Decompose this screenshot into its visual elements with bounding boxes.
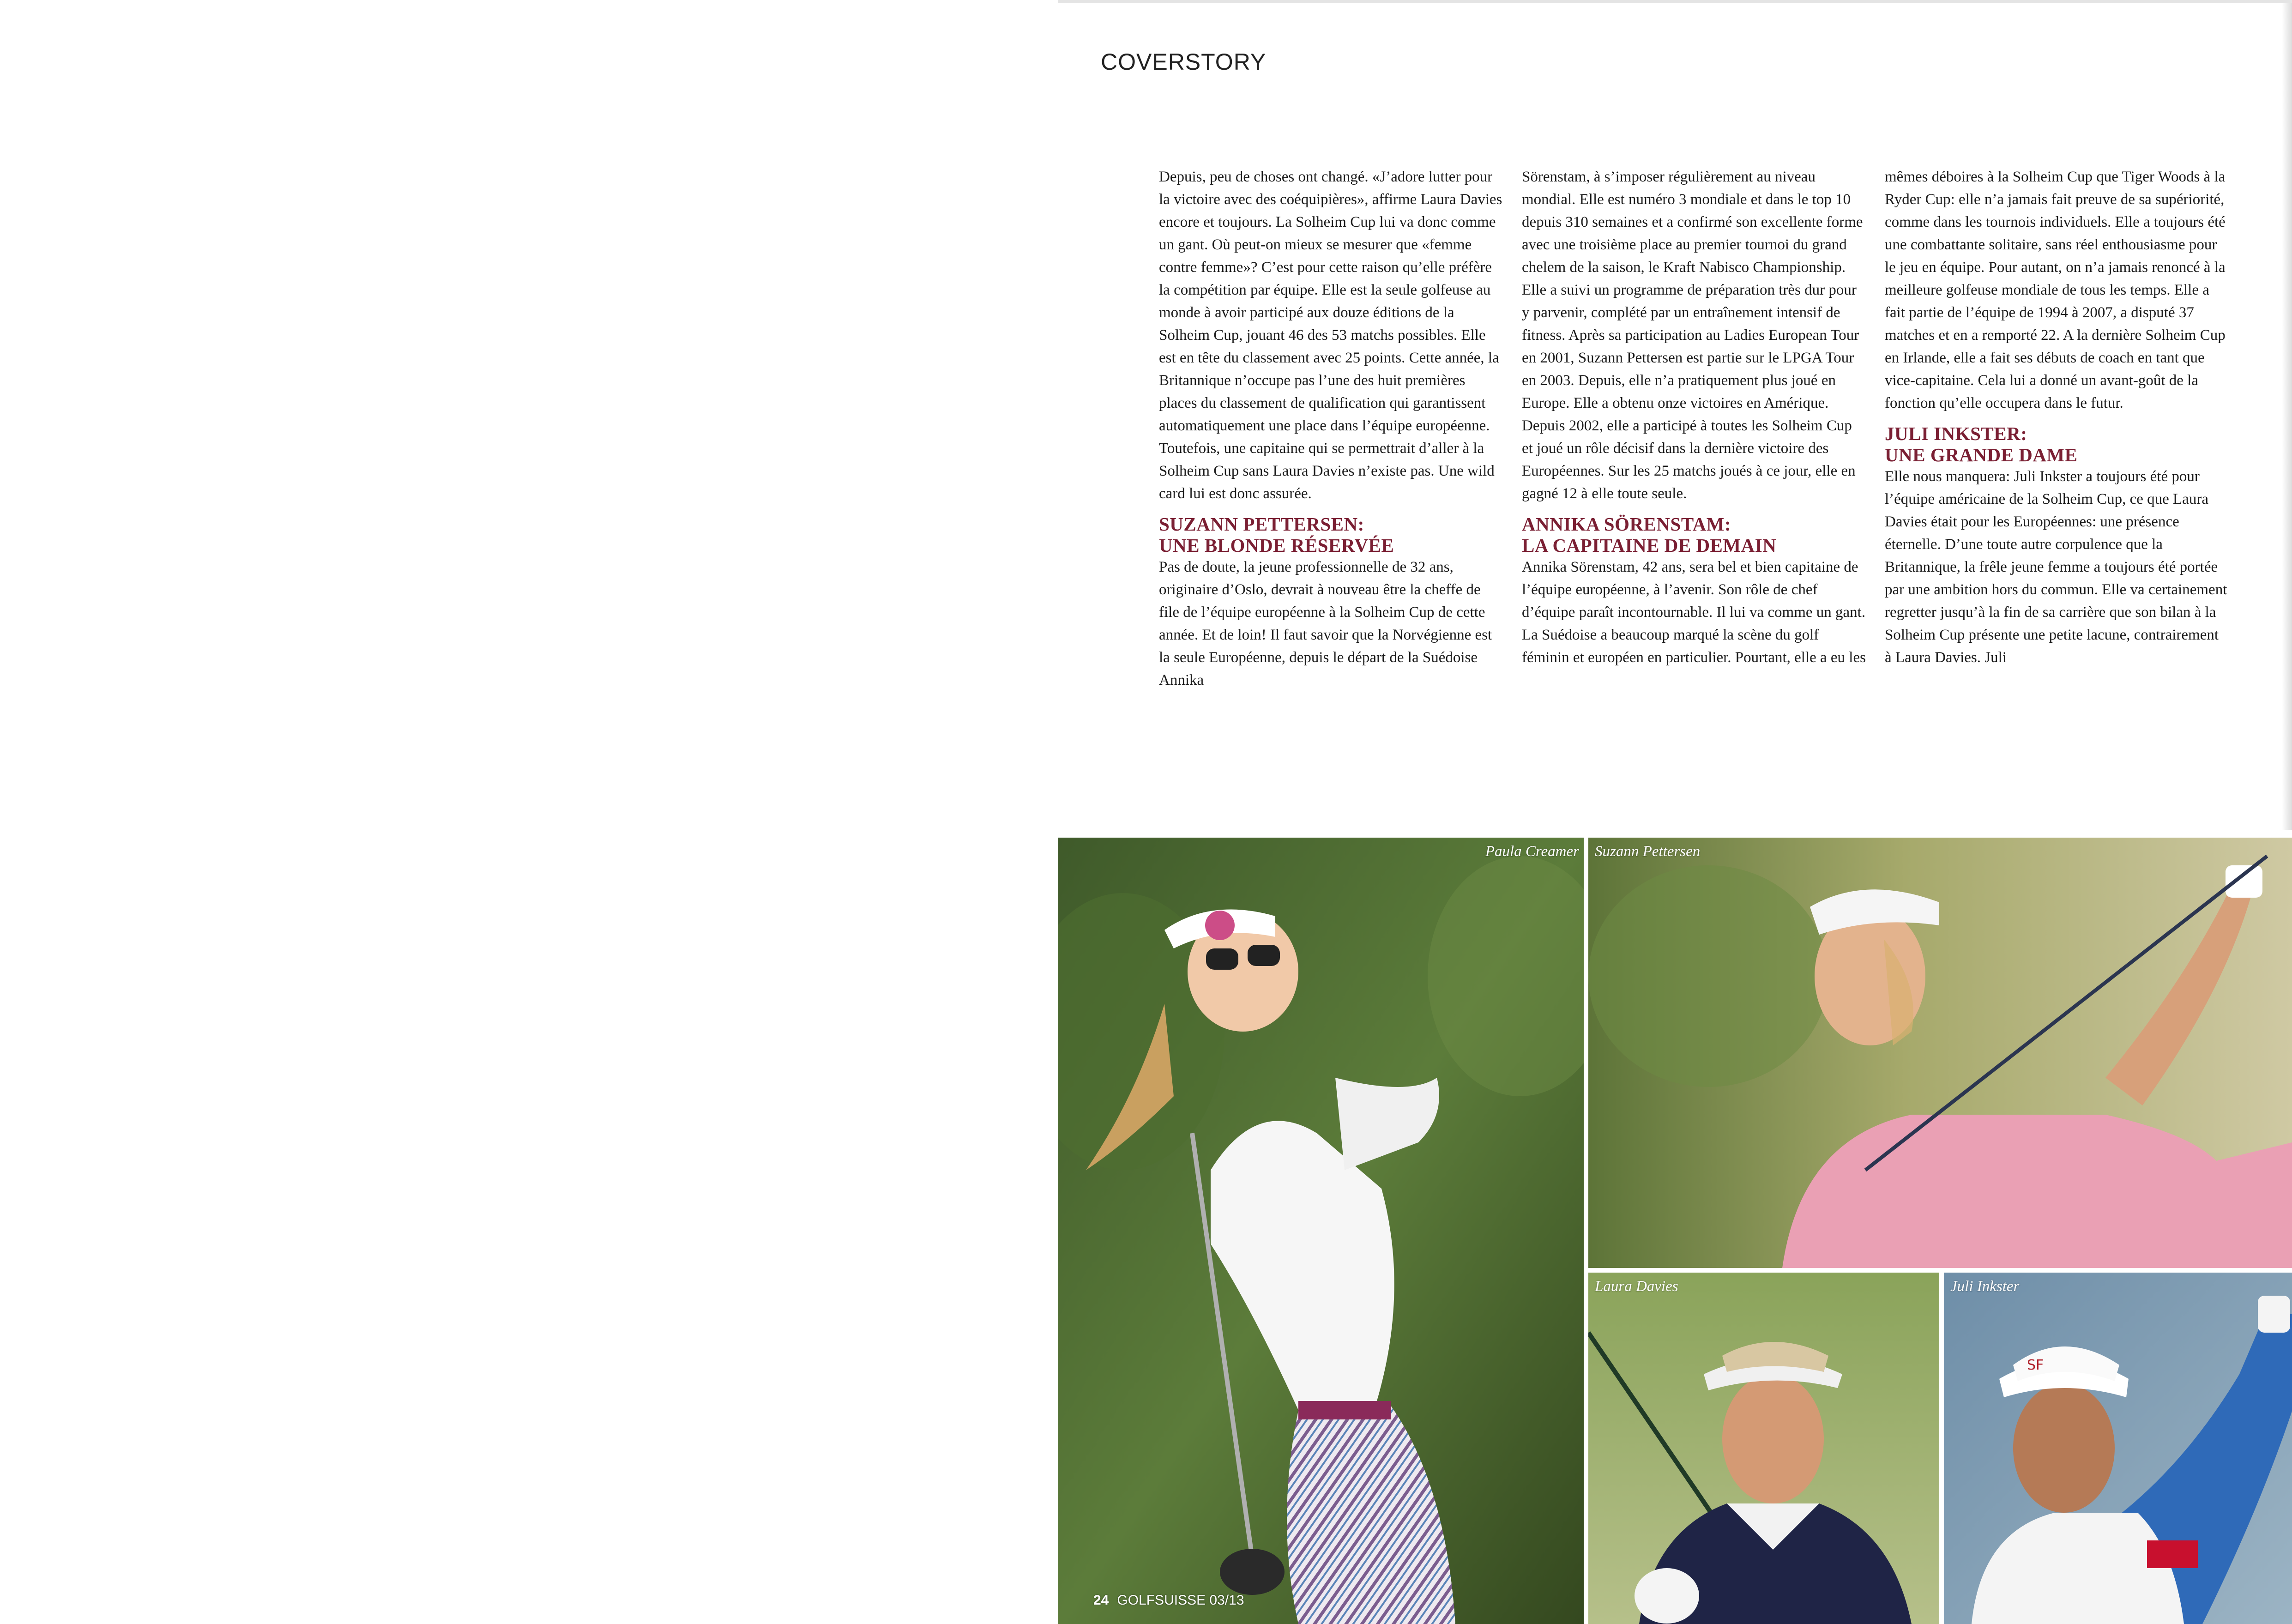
photo-juli-inkster bbox=[1944, 1273, 2292, 1624]
section-heading-line: SUZANN PETTERSEN: bbox=[1159, 513, 1364, 535]
article-paragraph: Annika Sörenstam, 42 ans, sera bel et bien capitaine de l’équipe européenne, à l’avenir. Son rôle de chef d’équipe paraît incontournable. Il lui va comme un gant. La Suédoise a beaucoup marqué la scène du golf féminin et européen en particulier. Pourtant, elle a eu les bbox=[1522, 559, 1866, 666]
article-paragraph: Sörenstam, à s’imposer régulièrement au niveau mondial. Elle est numéro 3 mondiale et dans le top 10 depuis 310 semaines et a confirmé son excellente forme avec une troisième place au premier tournoi du grand chelem de la saison, le Kraft Nabisco Championship. Elle a suivi un programme de préparation très dur pour y parvenir, complété par un entraînement intensif de fitness. Après sa participation au Ladies European Tour en 2001, Suzann Pettersen est partie sur le LPGA Tour en 2003. Depuis, elle n’a pratiquement plus joué en Europe. Elle a obtenu onze victoires en Amérique. Depuis 2002, elle a participé à toutes les Solheim Cup et joué un rôle décisif dans la dernière victoire des Européennes. Sur les 25 matchs joués à ce jour, elle en gagné 12 à elle toute seule. bbox=[1522, 169, 1863, 502]
article-paragraph: Depuis, peu de choses ont changé. «J’adore lutter pour la victoire avec des coéquipières», affirme Laura Davies encore et toujours. La Solheim Cup lui va donc comme un gant. Où peut-on mieux se mesurer que «femme contre femme»? C’est pour cette raison qu’elle préfère la compétition par équipe. Elle est la seule golfeuse au monde à avoir participé aux douze éditions de la Solheim Cup, jouant 46 des 53 matchs possibles. Elle est en tête du classement avec 25 points. Cette année, la Britannique n’occupe pas l’une des huit premières places du classement de qualification qui garantissent automatiquement une place dans l’équipe européenne. Toutefois, une capitaine qui se permettrait d’aller à la Solheim Cup sans Laura Davies n’existe pas. Une wild card lui est donc assurée. bbox=[1159, 169, 1502, 502]
section-heading-line: LA CAPITAINE DE DEMAIN bbox=[1522, 535, 1777, 556]
caption-laura-davies: Laura Davies bbox=[1595, 1278, 1678, 1295]
photo-paula-creamer bbox=[1058, 838, 1584, 1624]
section-heading bbox=[1885, 423, 2229, 465]
caption-suzann-pettersen: Suzann Pettersen bbox=[1595, 843, 1701, 860]
page-edge-shadow bbox=[2282, 3, 2292, 830]
caption-juli-inkster: Juli Inkster bbox=[1950, 1278, 2020, 1295]
section-heading bbox=[1522, 513, 1866, 556]
section-label: COVERSTORY bbox=[1101, 49, 1267, 75]
section-heading-line: UNE GRANDE DAME bbox=[1885, 444, 2078, 465]
photo-suzann-pettersen-image bbox=[1588, 838, 2292, 1268]
section-heading-line: JULI INKSTER: bbox=[1885, 423, 2027, 444]
photo-laura-davies bbox=[1588, 1273, 1939, 1624]
text-column-1 bbox=[1159, 166, 1503, 692]
article-paragraph: mêmes déboires à la Solheim Cup que Tiger Woods à la Ryder Cup: elle n’a jamais fait preuve de sa supériorité, comme dans les tournois individuels. Elle a toujours été une combattante solitaire, sans réel enthousiasme pour le jeu en équipe. Pour autant, on n’a jamais renoncé à la meilleure golfeuse mondiale de tous les temps. Elle a fait partie de l’équipe de 1994 à 2007, a disputé 37 matches et en a remporté 22. A la dernière Solheim Cup en Irlande, elle a fait ses débuts de coach en tant que vice-capitaine. Cela lui a donné un avant-goût de la fonction qu’elle occupera dans le futur. bbox=[1885, 169, 2226, 411]
page-footer bbox=[1093, 1593, 1244, 1608]
section-heading bbox=[1159, 513, 1503, 556]
magazine-page bbox=[1058, 0, 2292, 1621]
magazine-issue: GOLFSUISSE 03/13 bbox=[1117, 1593, 1244, 1608]
photo-paula-creamer-image bbox=[1058, 838, 1584, 1624]
page-number: 24 bbox=[1093, 1593, 1109, 1608]
blank-left-page bbox=[0, 0, 1058, 1621]
photo-juli-inkster-image bbox=[1944, 1273, 2292, 1624]
svg-text:SF: SF bbox=[2027, 1357, 2044, 1373]
photo-suzann-pettersen bbox=[1588, 838, 2292, 1268]
text-column-3 bbox=[1885, 166, 2229, 669]
text-column-2 bbox=[1522, 166, 1866, 669]
article-paragraph: Pas de doute, la jeune professionnelle de 32 ans, originaire d’Oslo, devrait à nouveau être la cheffe de file de l’équipe européenne à la Solheim Cup de cette année. Et de loin! Il faut savoir que la Norvégienne est la seule Européenne, depuis le départ de la Suédoise Annika bbox=[1159, 559, 1492, 688]
section-heading-line: UNE BLONDE RÉSERVÉE bbox=[1159, 535, 1394, 556]
section-heading-line: ANNIKA SÖRENSTAM: bbox=[1522, 513, 1731, 535]
article-paragraph: Elle nous manquera: Juli Inkster a toujours été pour l’équipe américaine de la Solheim Cup, ce que Laura Davies était pour les Européennes: une présence éternelle. D’une toute autre corpulence que la Britannique, la frêle jeune femme a toujours été portée par une ambition hors du commun. Elle va certainement regretter jusqu’à la fin de sa carrière que son bilan à la Solheim Cup présente une petite lacune, contrairement à Laura Davies. Juli bbox=[1885, 468, 2227, 666]
photo-laura-davies-image bbox=[1588, 1273, 1939, 1624]
caption-paula-creamer: Paula Creamer bbox=[1485, 843, 1579, 860]
